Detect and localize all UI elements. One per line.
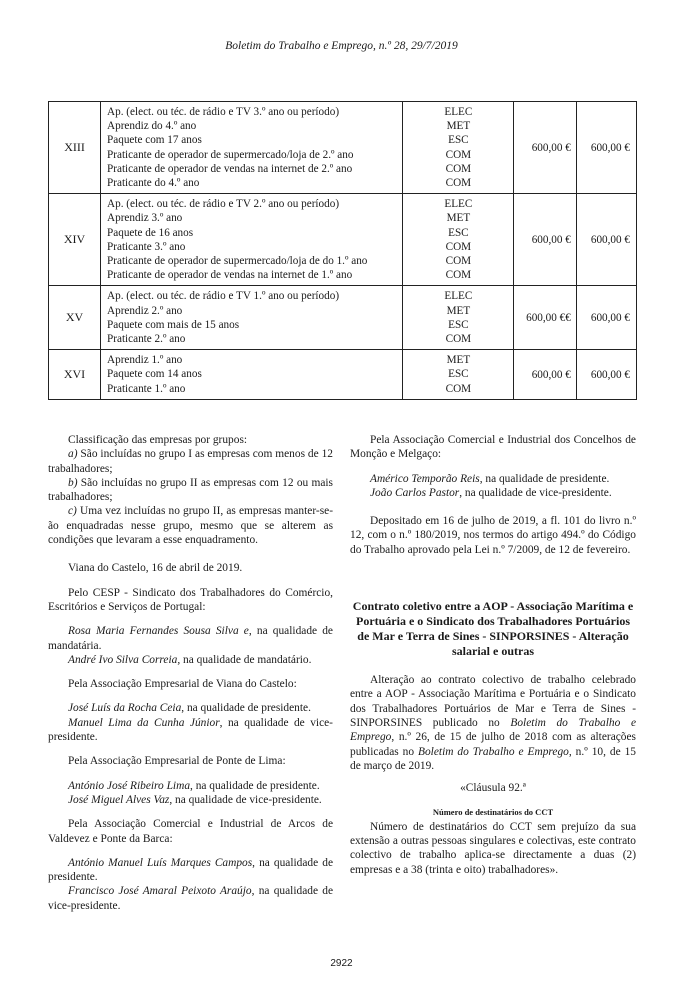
value-cell-1: 600,00 € xyxy=(514,350,576,400)
section-title: Contrato coletivo entre a AOP - Associação Marítima e Portuária e o Sindicato dos Trabalhadores Portuários de Mar e Terra de Sines - SINPORSINES - Alteração salarial e outras xyxy=(352,599,634,659)
codes-cell xyxy=(403,350,514,400)
code-line: COM xyxy=(445,269,472,282)
signatory-org-aepl: Pela Associação Empresarial de Ponte de Lima: xyxy=(68,755,286,768)
code-line: COM xyxy=(445,177,472,190)
place-date: Viana do Castelo, 16 de abril de 2019. xyxy=(68,562,243,575)
code-line: ELEC xyxy=(444,290,473,303)
signature-line: Francisco José Amaral Peixoto Araújo, na qualidade de vice-presidente. xyxy=(48,885,334,912)
code-line: COM xyxy=(445,255,472,268)
code-line: ESC xyxy=(448,226,469,239)
code-line: ELEC xyxy=(444,106,473,118)
code-line: MET xyxy=(446,304,471,317)
value-cell-2: 600,00 € xyxy=(576,194,636,286)
signature-line: Américo Temporão Reis, na qualidade de presidente. xyxy=(370,472,610,485)
signature-line: André Ivo Silva Correia, na qualidade de mandatário. xyxy=(68,653,312,666)
signature-line: António Manuel Luís Marques Campos, na qualidade de presidente. xyxy=(48,856,333,884)
running-header: Boletim do Trabalho e Emprego, n.º 28, 29/7/2019 xyxy=(225,40,458,52)
deposit-note: Depositado em 16 de julho de 2019, a fl. 101 do livro n.º 12, com o n.º 180/2019, nos termos do artigo 494.º do Código do Trabalho aprovado pela Lei n.º 7/2009, de 12 de fevereiro. xyxy=(350,515,636,556)
category-line: Praticante 2.º ano xyxy=(107,333,186,346)
salary-table xyxy=(48,101,637,400)
categories-cell xyxy=(101,286,403,350)
value-cell-2: 600,00 € xyxy=(576,350,636,400)
category-line: Paquete de 16 anos xyxy=(107,226,194,239)
category-line: Paquete com 14 anos xyxy=(107,368,202,381)
codes-cell xyxy=(403,286,514,350)
category-line: Praticante 3.º ano xyxy=(107,240,186,253)
classification-item-c: c) Uma vez incluídas no grupo II, as empresas manter-se-ão enquadradas nesse grupo, mesmo que se alterem as condições que levaram a esse enquadramento. xyxy=(48,505,333,547)
code-line: COM xyxy=(445,240,472,253)
group-cell: XVI xyxy=(49,350,101,400)
table-row xyxy=(49,350,637,400)
code-line: ELEC xyxy=(444,198,473,211)
classification-heading: Classificação das empresas por grupos: xyxy=(68,434,248,446)
group-cell: XIII xyxy=(49,102,101,194)
categories-cell xyxy=(101,194,403,286)
clause-subheading: Número de destinatários do CCT xyxy=(432,807,554,818)
value-cell-1: 600,00 € xyxy=(514,194,576,286)
value-cell-2: 600,00 € xyxy=(576,286,636,350)
category-line: Praticante de operador de vendas na internet de 2.º ano xyxy=(107,162,353,175)
classification-item-a: a) São incluídas no grupo I as empresas com menos de 12 trabalhadores; xyxy=(48,448,333,475)
signature-line: Manuel Lima da Cunha Júnior, na qualidade de vice-presidente. xyxy=(48,716,333,744)
signature-line: José Miguel Alves Vaz, na qualidade de vice-presidente. xyxy=(68,793,322,806)
category-line: Aprendiz 1.º ano xyxy=(107,354,183,367)
code-line: ESC xyxy=(448,134,469,147)
categories-cell xyxy=(101,350,403,400)
table-row xyxy=(49,286,637,350)
signatory-org-cesp: Pelo CESP - Sindicato dos Trabalhadores do Comércio, Escritórios e Serviços de Portugal: xyxy=(48,586,333,613)
code-line: MET xyxy=(446,212,471,225)
clause-body: Número de destinatários do CCT sem prejuízo da sua extensão a outras pessoas singulares e colectivas, este contrato colectivo de trabalho aplica-se directamente a duas (2) empresas e a 38 (trinta e oito) trabalhadores». xyxy=(350,820,636,876)
codes-cell xyxy=(403,194,514,286)
code-line: ESC xyxy=(448,368,469,381)
group-cell: XIV xyxy=(49,194,101,286)
value-cell-1: 600,00 € xyxy=(514,102,576,194)
classification-item-b: b) São incluídas no grupo II as empresas com 12 ou mais trabalhadores; xyxy=(48,476,333,504)
codes-cell xyxy=(403,102,514,194)
table-row xyxy=(49,102,637,194)
code-line: ESC xyxy=(448,318,469,331)
signatory-org-aev: Pela Associação Empresarial de Viana do Castelo: xyxy=(68,678,297,691)
category-line: Praticante do 4.º ano xyxy=(107,177,200,190)
category-line: Ap. (elect. ou téc. de rádio e TV 3.º ano ou período) xyxy=(107,106,340,118)
category-line: Praticante de operador de supermercado/loja de do 1.º ano xyxy=(107,255,368,268)
clause-heading: «Cláusula 92.ª xyxy=(460,782,526,795)
category-line: Aprendiz do 4.º ano xyxy=(107,120,197,133)
code-line: COM xyxy=(445,333,472,346)
code-line: MET xyxy=(446,354,471,367)
categories-cell xyxy=(101,102,403,194)
value-cell-1: 600,00 €€ xyxy=(514,286,576,350)
page-number: 2922 xyxy=(330,958,353,969)
code-line: COM xyxy=(445,162,472,175)
right-column xyxy=(350,433,636,877)
group-cell: XV xyxy=(49,286,101,350)
signature-line: António José Ribeiro Lima, na qualidade de presidente. xyxy=(68,779,320,792)
code-line: COM xyxy=(445,382,472,395)
category-line: Ap. (elect. ou téc. de rádio e TV 1.º ano ou período) xyxy=(107,290,340,303)
signature-line: Rosa Maria Fernandes Sousa Silva e, na qualidade de mandatária. xyxy=(48,625,333,652)
category-line: Ap. (elect. ou téc. de rádio e TV 2.º ano ou período) xyxy=(107,198,340,211)
left-column xyxy=(48,433,333,913)
category-line: Praticante 1.º ano xyxy=(107,382,186,395)
signatory-org-acav: Pela Associação Comercial e Industrial de Arcos de Valdevez e Ponte da Barca: xyxy=(48,818,333,845)
code-line: COM xyxy=(445,148,472,161)
category-line: Praticante de operador de supermercado/loja de 2.º ano xyxy=(107,148,354,161)
signatory-org-acimm: Pela Associação Comercial e Industrial dos Concelhos de Monção e Melgaço: xyxy=(350,434,636,461)
signature-line: João Carlos Pastor, na qualidade de vice-presidente. xyxy=(370,486,612,499)
category-line: Praticante de operador de vendas na internet de 1.º ano xyxy=(107,269,353,282)
category-line: Paquete com 17 anos xyxy=(107,134,202,147)
section-body: Alteração ao contrato colectivo de trabalho celebrado entre a AOP - Associação Marítima e Portuária e o Sindicato dos Trabalhadores Portuários de Mar e Terra de Sines - SINPORSINES publicado no Boletim do Trabalho e Emprego, n.º 26, de 15 de julho de 2018 com as alterações publicadas no Boletim do Trabalho e Emprego, n.º 10, de 15 de março de 2019. xyxy=(350,674,636,772)
table-row xyxy=(49,194,637,286)
category-line: Aprendiz 2.º ano xyxy=(107,304,183,317)
code-line: MET xyxy=(446,120,471,133)
signature-line: José Luís da Rocha Ceia, na qualidade de presidente. xyxy=(68,702,311,715)
category-line: Aprendiz 3.º ano xyxy=(107,212,183,225)
category-line: Paquete com mais de 15 anos xyxy=(107,318,240,331)
value-cell-2: 600,00 € xyxy=(576,102,636,194)
